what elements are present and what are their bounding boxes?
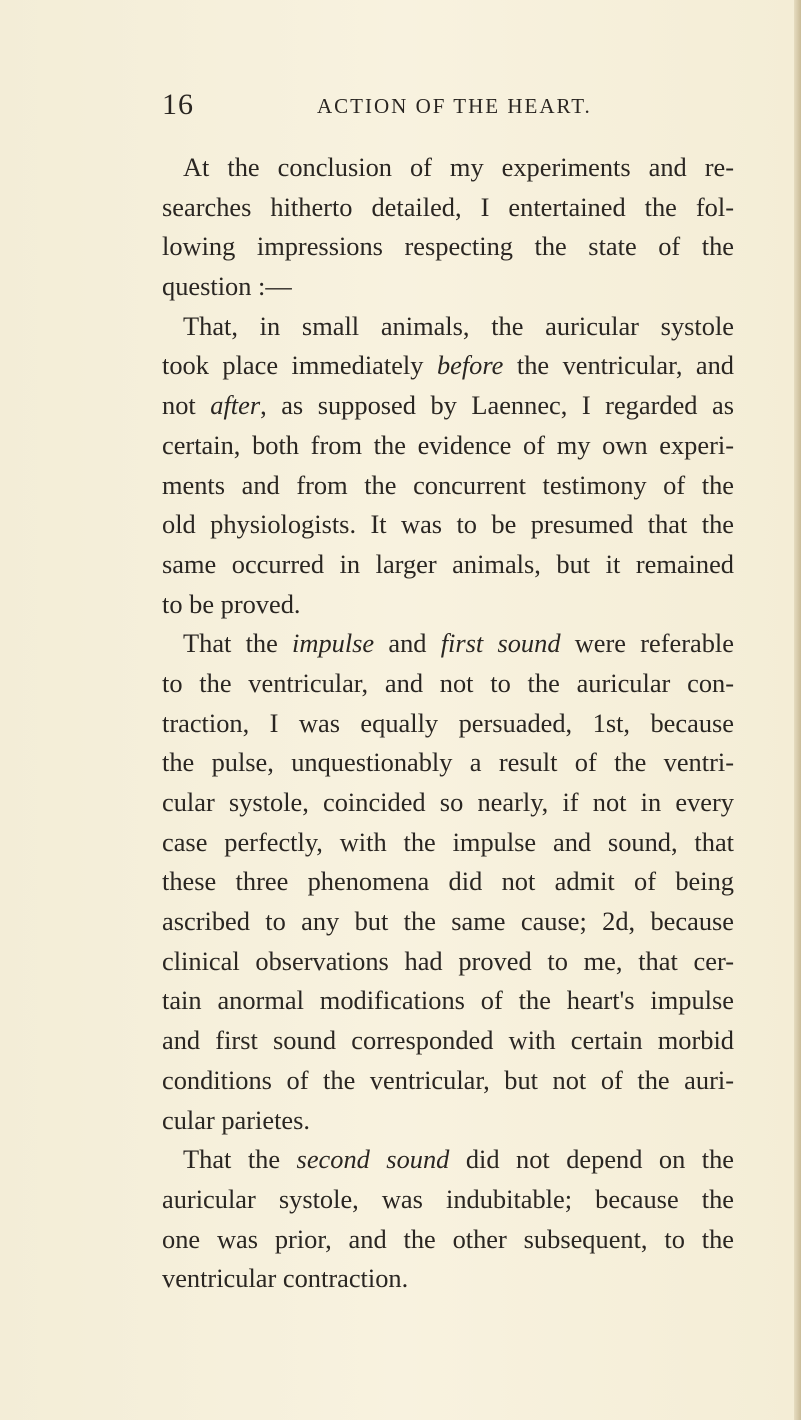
- text-run: That the: [183, 628, 293, 659]
- text-line: same occurred in larger animals, but it remained: [162, 548, 734, 579]
- italic-run: second sound: [296, 1144, 450, 1175]
- text-run: That the: [183, 1144, 297, 1175]
- text-line: conditions of the ventricular, but not of the auri-: [162, 1064, 734, 1095]
- text-line: [162, 346, 734, 386]
- text-line: old physiologists. It was to be presumed that the: [162, 509, 734, 540]
- text-line: [162, 624, 734, 664]
- text-line: [162, 1140, 734, 1180]
- text-line: certain, both from the evidence of my own experi-: [162, 429, 734, 460]
- text-line: ments and from the concurrent testimony of the: [162, 469, 734, 500]
- italic-run: first sound: [440, 628, 561, 659]
- text-line: At the conclusion of my experiments and re-: [183, 152, 734, 182]
- text-line: cular systole, coincided so nearly, if not in every: [162, 787, 734, 817]
- body-text: [162, 148, 734, 1299]
- text-line: and first sound corresponded with certain morbid: [162, 1025, 734, 1056]
- text-line: clinical observations had proved to me, that cer-: [162, 945, 734, 976]
- text-line: tain anormal modifications of the heart's impulse: [162, 985, 734, 1016]
- italic-run: before: [436, 350, 504, 381]
- text-line: one was prior, and the other subsequent, to the: [162, 1223, 734, 1254]
- text-run: took place immediately: [162, 350, 437, 381]
- text-run: , as supposed by Laennec, I regarded as: [260, 390, 734, 421]
- page-edge: [794, 0, 801, 1420]
- text-line: the pulse, unquestionably a result of the ventri-: [162, 747, 734, 778]
- text-run: were referable: [560, 628, 734, 659]
- running-head: ACTION OF THE HEART.: [317, 94, 592, 118]
- page-header: [162, 88, 722, 128]
- text-line: case perfectly, with the impulse and sound, that: [162, 826, 734, 857]
- text-line: searches hitherto detailed, I entertained the fol-: [162, 191, 734, 222]
- text-run: the ventricular, and: [503, 350, 735, 381]
- text-line: ascribed to any but the same cause; 2d, because: [162, 906, 734, 937]
- text-line: ventricular contraction.: [162, 1263, 409, 1294]
- text-line: lowing impressions respecting the state of the: [162, 231, 734, 262]
- text-line: auricular systole, was indubitable; because the: [162, 1183, 734, 1214]
- italic-run: impulse: [292, 628, 375, 659]
- text-line: cular parietes.: [162, 1104, 310, 1135]
- text-run: did not depend on the: [449, 1144, 734, 1175]
- text-run: not: [162, 390, 211, 421]
- text-line: [162, 386, 734, 426]
- italic-run: after: [210, 390, 261, 421]
- text-line: traction, I was equally persuaded, 1st, because: [162, 707, 734, 738]
- text-line: question :—: [162, 271, 292, 302]
- text-line: to the ventricular, and not to the auricular con-: [162, 667, 734, 698]
- text-line: That, in small animals, the auricular systole: [183, 310, 734, 341]
- page-number: 16: [162, 88, 194, 121]
- text-line: to be proved.: [162, 588, 301, 619]
- text-line: these three phenomena did not admit of being: [162, 866, 734, 897]
- text-run: and: [374, 628, 441, 659]
